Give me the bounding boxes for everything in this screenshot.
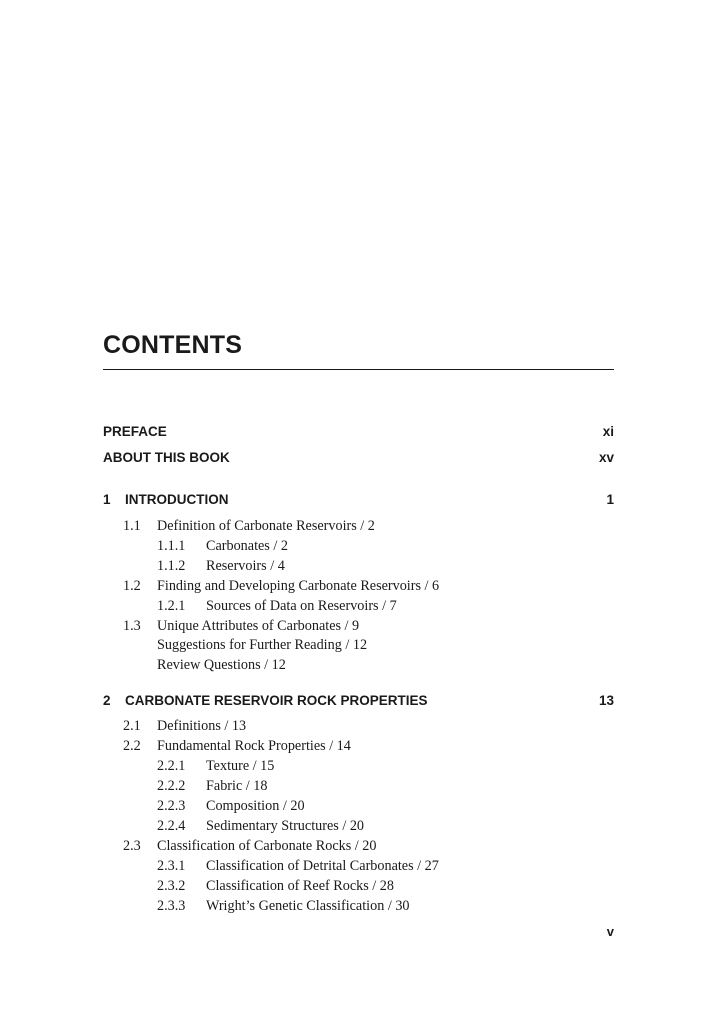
subsection-number: 2.2.3: [157, 798, 186, 814]
subsection-number: 2.3.1: [157, 858, 186, 874]
subsection-entry[interactable]: Composition / 20: [206, 798, 305, 814]
subsection-number: 2.2.2: [157, 778, 186, 794]
section-number: 2.3: [123, 838, 141, 854]
section-number: 1.2: [123, 578, 141, 594]
subsection-number: 2.2.4: [157, 818, 186, 834]
toc-page-preface: xi: [602, 424, 614, 439]
chapter-title[interactable]: CARBONATE RESERVOIR ROCK PROPERTIES: [125, 693, 428, 708]
subsection-entry[interactable]: Fabric / 18: [206, 778, 268, 794]
subsection-entry[interactable]: Classification of Reef Rocks / 28: [206, 878, 394, 894]
page-title: CONTENTS: [103, 331, 243, 359]
subsection-entry[interactable]: Sources of Data on Reservoirs / 7: [206, 598, 397, 614]
section-number: 2.1: [123, 718, 141, 734]
section-number: 2.2: [123, 738, 141, 754]
toc-page-about-this-book: xv: [598, 450, 614, 465]
subsection-number: 1.1.1: [157, 538, 186, 554]
chapter-number: 2: [103, 693, 111, 708]
subsection-entry[interactable]: Classification of Detrital Carbonates / 27: [206, 858, 439, 874]
chapter-number: 1: [103, 492, 111, 507]
toc-entry-preface[interactable]: PREFACE: [103, 424, 167, 439]
chapter-title[interactable]: INTRODUCTION: [125, 492, 229, 507]
review-questions-entry[interactable]: Review Questions / 12: [157, 657, 286, 673]
section-entry[interactable]: Definition of Carbonate Reservoirs / 2: [157, 518, 375, 534]
section-entry[interactable]: Definitions / 13: [157, 718, 247, 734]
subsection-entry[interactable]: Wright’s Genetic Classification / 30: [206, 898, 410, 914]
subsection-number: 2.3.2: [157, 878, 186, 894]
subsection-number: 2.2.1: [157, 758, 186, 774]
section-entry[interactable]: Classification of Carbonate Rocks / 20: [157, 838, 377, 854]
page-number: v: [606, 924, 614, 939]
subsection-entry[interactable]: Texture / 15: [206, 758, 275, 774]
chapter-page: 1: [606, 492, 614, 507]
subsection-number: 2.3.3: [157, 898, 186, 914]
title-rule: [103, 369, 614, 370]
subsection-entry[interactable]: Sedimentary Structures / 20: [206, 818, 365, 834]
section-entry[interactable]: Finding and Developing Carbonate Reservoirs / 6: [157, 578, 440, 594]
subsection-number: 1.2.1: [157, 598, 186, 614]
further-reading-entry[interactable]: Suggestions for Further Reading / 12: [157, 637, 368, 653]
section-entry[interactable]: Fundamental Rock Properties / 14: [157, 738, 351, 754]
toc-entry-about-this-book[interactable]: ABOUT THIS BOOK: [103, 450, 230, 465]
section-number: 1.1: [123, 518, 141, 534]
section-entry[interactable]: Unique Attributes of Carbonates / 9: [157, 618, 360, 634]
subsection-number: 1.1.2: [157, 558, 186, 574]
subsection-entry[interactable]: Reservoirs / 4: [206, 558, 285, 574]
chapter-page: 13: [598, 693, 614, 708]
section-number: 1.3: [123, 618, 141, 634]
subsection-entry[interactable]: Carbonates / 2: [206, 538, 288, 554]
